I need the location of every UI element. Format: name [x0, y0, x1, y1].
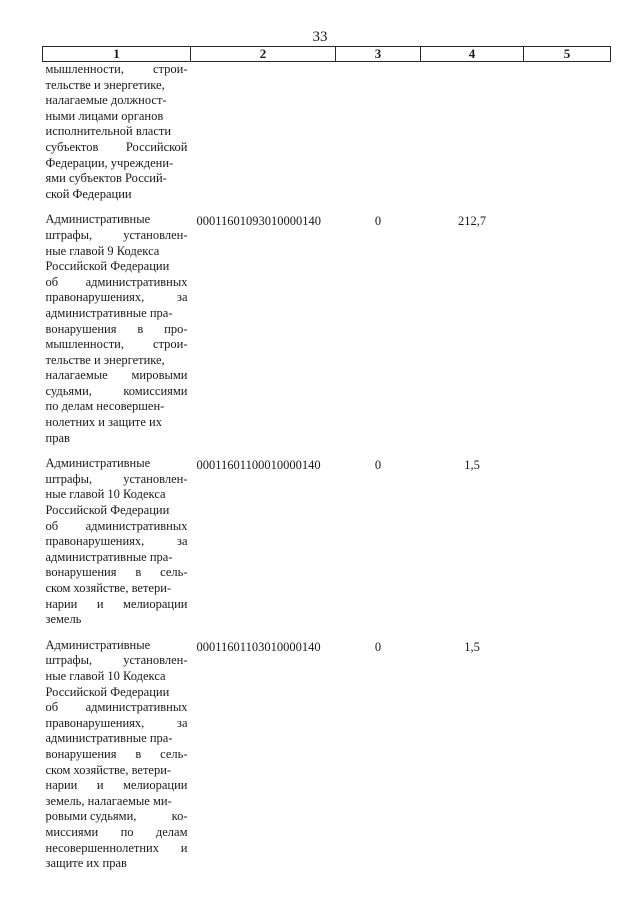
- item-name-line: [46, 825, 188, 841]
- item-name-word: ко-: [171, 809, 188, 824]
- item-name-word: административные пра-: [45, 549, 173, 564]
- item-name-word: земель: [45, 612, 82, 627]
- item-name-line: [46, 290, 188, 306]
- column-5-value: [524, 62, 611, 213]
- item-name-cell: [43, 62, 191, 213]
- item-name-line: [46, 353, 188, 369]
- item-name-line: [46, 747, 188, 763]
- item-name-line: [46, 337, 188, 353]
- item-name-cell: [43, 638, 191, 882]
- item-name-word: установлен-: [123, 653, 188, 668]
- item-name-line: [46, 322, 188, 338]
- item-name-line: [46, 456, 188, 472]
- item-name-word: в: [135, 565, 142, 580]
- item-name-line: [46, 685, 188, 701]
- item-name-word: прав: [45, 430, 70, 445]
- budget-code-cell: 00011601093010000140: [196, 214, 322, 229]
- item-name-word: Российской: [125, 139, 188, 154]
- item-name-word: Российской Федерации: [45, 259, 170, 274]
- item-name-line: [46, 140, 188, 156]
- item-name-cell: [43, 456, 191, 638]
- item-name-line: [46, 534, 188, 550]
- budget-code-cell: 00011601103010000140: [196, 639, 321, 654]
- item-name-word: и: [180, 840, 188, 855]
- item-name-word: за: [177, 290, 188, 305]
- item-name-line: [46, 716, 188, 732]
- item-name-line: [46, 399, 188, 415]
- item-name-line: [46, 669, 188, 685]
- item-name-line: [46, 841, 188, 857]
- item-name-word: административных: [85, 518, 188, 533]
- item-name-word: ской Федерации: [45, 186, 132, 201]
- item-name-word: вонарушения: [45, 321, 117, 336]
- table-body: [43, 62, 611, 882]
- item-name-word: Административные: [45, 637, 151, 652]
- item-name-line: [46, 809, 188, 825]
- item-name-line: [46, 415, 188, 431]
- budget-code-cell: 00011601100010000140: [196, 458, 321, 473]
- item-name-word: мелиорации: [122, 596, 188, 611]
- item-name-line: [46, 187, 188, 203]
- item-name-word: ском хозяйстве, ветери-: [45, 762, 172, 777]
- item-name-line: [46, 244, 188, 260]
- item-name-line: [46, 156, 188, 172]
- item-name-word: и: [96, 596, 104, 611]
- item-name-word: делам: [155, 824, 188, 839]
- item-name-line: [46, 700, 188, 716]
- item-name-word: мышленности,: [45, 337, 124, 352]
- item-name-word: комиссиями: [123, 383, 188, 398]
- item-name-word: и: [96, 778, 104, 793]
- item-name-word: Административные: [45, 456, 151, 471]
- item-name-line: [46, 171, 188, 187]
- table-row: [43, 62, 611, 213]
- item-name-line: [46, 275, 188, 291]
- column-header-2: 2: [191, 47, 336, 62]
- item-name-word: ными лицами органов: [45, 108, 164, 123]
- item-name-word: налагаемые: [45, 368, 108, 383]
- item-name-word: тельстве и энергетике,: [45, 77, 165, 92]
- column-4-value: [421, 62, 524, 213]
- item-name-word: в: [135, 746, 142, 761]
- item-name-word: по делам несовершен-: [45, 399, 165, 414]
- item-name-word: по: [120, 824, 134, 839]
- item-name-line: [46, 78, 188, 94]
- item-name-word: правонарушениях,: [45, 534, 145, 549]
- item-name-word: ровыми судьями,: [45, 809, 137, 824]
- item-name-word: защите их прав: [45, 856, 127, 871]
- item-name-word: мелиорации: [122, 778, 188, 793]
- item-name-word: штрафы,: [45, 227, 93, 242]
- item-name-line: [46, 763, 188, 779]
- item-name-word: штрафы,: [45, 471, 93, 486]
- item-name-line: [46, 93, 188, 109]
- item-name-word: налагаемые должност-: [45, 93, 167, 108]
- item-name-line: [46, 368, 188, 384]
- item-name-word: Административные: [45, 212, 151, 227]
- item-name-word: в: [137, 321, 144, 336]
- table-row: [43, 456, 611, 638]
- item-name-word: нарии: [45, 596, 78, 611]
- item-name-line: [46, 431, 188, 447]
- item-name-word: про-: [164, 321, 188, 336]
- item-name-line: [46, 472, 188, 488]
- column-header-5: 5: [524, 47, 611, 62]
- item-name-word: вонарушения: [45, 746, 117, 761]
- item-name-line: [46, 306, 188, 322]
- column-3-value: 0: [374, 639, 382, 654]
- item-name-word: установлен-: [123, 227, 188, 242]
- table-row: [43, 638, 611, 882]
- item-name-word: строи-: [152, 337, 188, 352]
- table-row: [43, 212, 611, 456]
- item-name-word: ные главой 9 Кодекса: [45, 243, 160, 258]
- column-4-value: 1,5: [464, 639, 480, 654]
- item-name-line: [46, 487, 188, 503]
- item-name-line: [46, 731, 188, 747]
- item-name-line: [46, 228, 188, 244]
- item-name-word: штрафы,: [45, 653, 93, 668]
- item-name-word: исполнительной власти: [45, 124, 172, 139]
- budget-table: [42, 46, 611, 882]
- item-name-word: ные главой 10 Кодекса: [45, 487, 166, 502]
- column-5-value: [524, 212, 611, 456]
- column-5-value: [524, 638, 611, 882]
- item-name-word: тельстве и энергетике,: [45, 352, 165, 367]
- item-name-line: [46, 109, 188, 125]
- item-name-word: за: [177, 715, 188, 730]
- column-5-value: [524, 456, 611, 638]
- item-name-line: [46, 519, 188, 535]
- item-name-line: [46, 62, 188, 78]
- item-name-line: [46, 503, 188, 519]
- item-name-word: за: [177, 534, 188, 549]
- item-name-word: об: [45, 700, 59, 715]
- item-name-word: административных: [85, 700, 188, 715]
- page-number: 33: [312, 29, 328, 45]
- item-name-line: [46, 550, 188, 566]
- item-name-word: Федерации, учреждени-: [45, 155, 174, 170]
- item-name-word: ями субъектов Россий-: [45, 171, 167, 186]
- item-name-word: сель-: [160, 746, 188, 761]
- column-3-value: 0: [374, 214, 382, 229]
- table-header-row: [43, 47, 611, 62]
- item-name-line: [46, 565, 188, 581]
- item-name-line: [46, 612, 188, 628]
- column-3-value: 0: [374, 458, 382, 473]
- item-name-word: субъектов: [45, 139, 99, 154]
- item-name-line: [46, 638, 188, 654]
- item-name-word: вонарушения: [45, 565, 117, 580]
- item-name-word: мировыми: [131, 368, 188, 383]
- item-name-line: [46, 212, 188, 228]
- item-name-line: [46, 384, 188, 400]
- column-header-4: 4: [421, 47, 524, 62]
- item-name-word: нарии: [45, 778, 78, 793]
- column-4-value: 212,7: [457, 214, 487, 229]
- item-name-word: административные пра-: [45, 305, 173, 320]
- item-name-word: об: [45, 518, 59, 533]
- item-name-line: [46, 581, 188, 597]
- column-4-value: 1,5: [464, 458, 480, 473]
- item-name-word: сель-: [160, 565, 188, 580]
- column-header-3: 3: [336, 47, 421, 62]
- item-name-line: [46, 653, 188, 669]
- item-name-word: судьями,: [45, 383, 92, 398]
- item-name-word: мышленности,: [45, 62, 124, 76]
- item-name-line: [46, 259, 188, 275]
- item-name-word: правонарушениях,: [45, 290, 145, 305]
- column-header-1: 1: [43, 47, 191, 62]
- item-name-word: нолетних и защите их: [45, 415, 162, 430]
- item-name-word: установлен-: [123, 471, 188, 486]
- item-name-word: административных: [85, 274, 188, 289]
- item-name-word: об: [45, 274, 59, 289]
- column-3-value: [336, 62, 421, 213]
- item-name-line: [46, 856, 188, 872]
- item-name-line: [46, 778, 188, 794]
- item-name-word: административные пра-: [45, 731, 173, 746]
- item-name-word: земель, налагаемые ми-: [45, 793, 172, 808]
- item-name-word: правонарушениях,: [45, 715, 145, 730]
- item-name-word: несовершеннолетних: [45, 840, 159, 855]
- item-name-word: миссиями: [45, 824, 99, 839]
- item-name-word: ском хозяйстве, ветери-: [45, 581, 172, 595]
- item-name-line: [46, 124, 188, 140]
- item-name-word: Российской Федерации: [45, 684, 170, 699]
- item-name-word: строи-: [152, 62, 188, 76]
- item-name-line: [46, 597, 188, 613]
- item-name-word: ные главой 10 Кодекса: [45, 668, 166, 683]
- item-name-line: [46, 794, 188, 810]
- item-name-word: Российской Федерации: [45, 503, 170, 518]
- budget-code-cell: [191, 62, 336, 213]
- item-name-cell: [43, 212, 191, 456]
